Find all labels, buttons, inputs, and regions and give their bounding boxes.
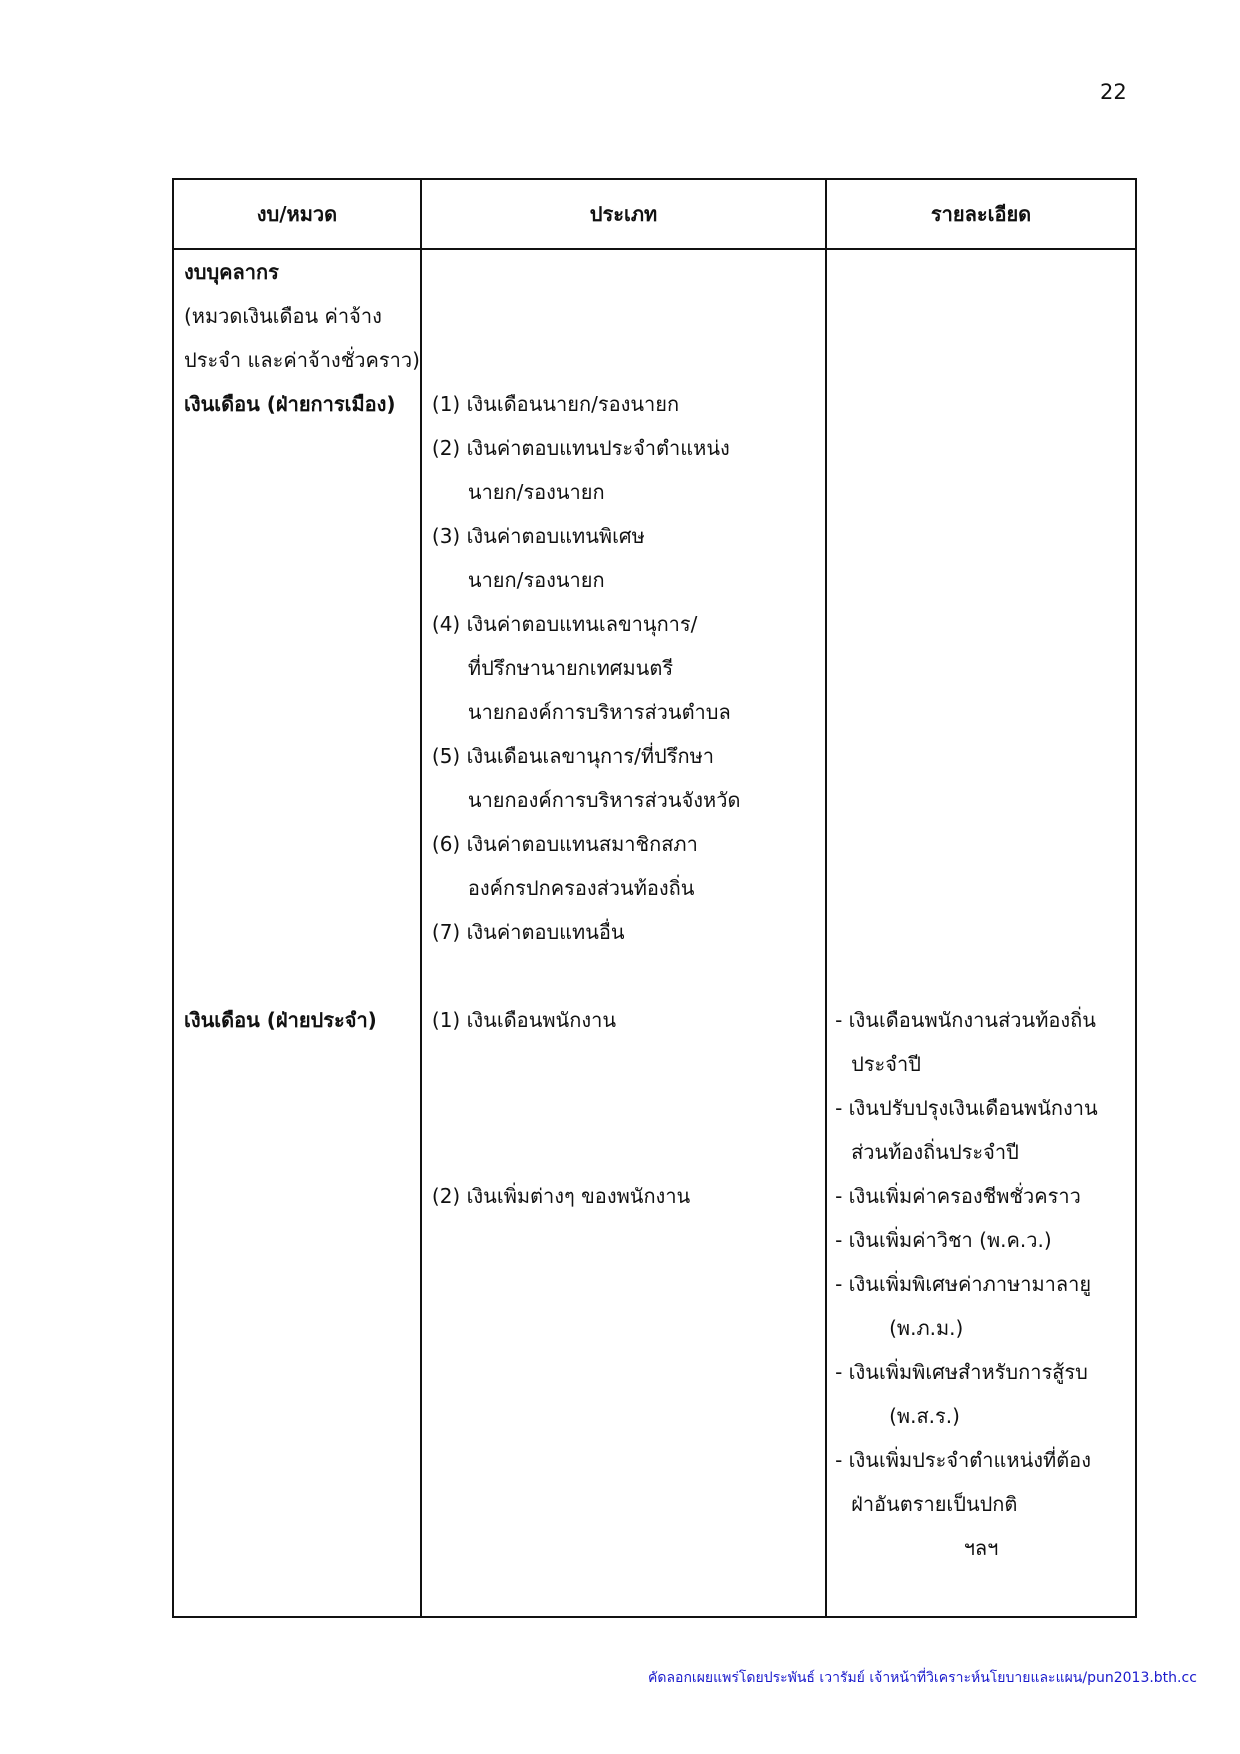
- budget-table: [172, 178, 1137, 1618]
- type-item: (3) เงินค่าตอบแทนพิเศษ: [431, 524, 645, 548]
- type-item-cont: นายกองค์การบริหารส่วนจังหวัด: [467, 788, 741, 812]
- type-item: (6) เงินค่าตอบแทนสมาชิกสภา: [431, 832, 698, 856]
- table-header-row: [173, 179, 1136, 249]
- page-number: 22: [1100, 80, 1127, 104]
- type-cell: [421, 249, 826, 1617]
- detail-item: - เงินเดือนพนักงานส่วนท้องถิ่น: [835, 1008, 1096, 1032]
- type-item-cont: องค์กรปกครองส่วนท้องถิ่น: [467, 876, 695, 900]
- category-sub: ประจำ และค่าจ้างชั่วคราว): [184, 348, 420, 372]
- category-title: งบบุคลากร: [184, 260, 279, 284]
- detail-item-cont: ประจำปี: [851, 1052, 921, 1076]
- detail-item-cont: ส่วนท้องถิ่นประจำปี: [851, 1140, 1019, 1164]
- detail-etc: ฯลฯ: [963, 1536, 999, 1560]
- type-item: (7) เงินค่าตอบแทนอื่น: [431, 920, 625, 944]
- type-item: (2) เงินค่าตอบแทนประจำตำแหน่ง: [431, 436, 730, 460]
- table-row: [173, 249, 1136, 1617]
- detail-item-cont: ฝ่าอันตรายเป็นปกติ: [851, 1492, 1018, 1516]
- type-item: (1) เงินเดือนพนักงาน: [431, 1008, 616, 1032]
- category-cell: [173, 249, 421, 1617]
- category-permanent: เงินเดือน (ฝ่ายประจำ): [184, 1008, 377, 1032]
- type-item: (5) เงินเดือนเลขานุการ/ที่ปรึกษา: [431, 744, 714, 768]
- type-item-cont: ที่ปรึกษานายกเทศมนตรี: [467, 656, 674, 680]
- detail-item: - เงินเพิ่มค่าครองชีพชั่วคราว: [835, 1184, 1081, 1208]
- category-political: เงินเดือน (ฝ่ายการเมือง): [184, 392, 396, 416]
- detail-item: - เงินเพิ่มพิเศษค่าภาษามาลายู: [835, 1272, 1092, 1296]
- type-item-cont: นายก/รองนายก: [467, 568, 605, 592]
- detail-item: - เงินปรับปรุงเงินเดือนพนักงาน: [835, 1096, 1098, 1120]
- details-cell: [826, 249, 1136, 1617]
- type-item: (1) เงินเดือนนายก/รองนายก: [431, 392, 680, 416]
- header-budget-category: งบ/หมวด: [173, 179, 421, 249]
- type-item: (2) เงินเพิ่มต่างๆ ของพนักงาน: [431, 1184, 691, 1208]
- footer-credit: คัดลอกเผยแพร่โดยประพันธ์ เวารัมย์ เจ้าหน้าที่วิเคราะห์นโยบายและแผน/pun2013.bth.cc: [648, 1670, 1197, 1686]
- detail-item: - เงินเพิ่มประจำตำแหน่งที่ต้อง: [835, 1448, 1091, 1472]
- detail-item: - เงินเพิ่มค่าวิชา (พ.ค.ว.): [835, 1228, 1052, 1252]
- type-item: (4) เงินค่าตอบแทนเลขานุการ/: [431, 612, 698, 636]
- type-item-cont: นายกองค์การบริหารส่วนตำบล: [467, 700, 731, 724]
- detail-item-cont: (พ.ภ.ม.): [889, 1316, 964, 1340]
- detail-item-cont: (พ.ส.ร.): [889, 1404, 960, 1428]
- category-sub: (หมวดเงินเดือน ค่าจ้าง: [184, 304, 382, 328]
- detail-item: - เงินเพิ่มพิเศษสำหรับการสู้รบ: [835, 1360, 1088, 1384]
- type-item-cont: นายก/รองนายก: [467, 480, 605, 504]
- header-type: ประเภท: [421, 179, 826, 249]
- header-details: รายละเอียด: [826, 179, 1136, 249]
